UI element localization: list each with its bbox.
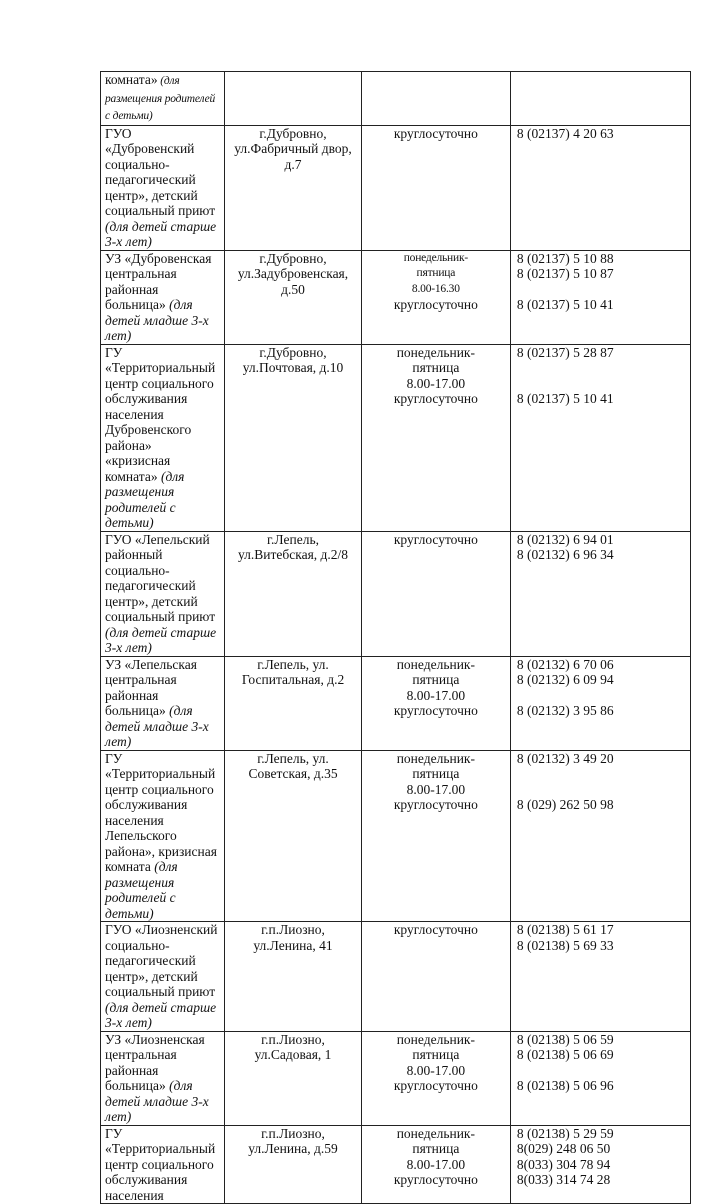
phone-number: 8 (02138) 5 06 59	[516, 1031, 614, 1047]
table-row	[101, 344, 691, 531]
phone-cell	[510, 656, 690, 750]
phone-number: 8 (02132) 6 94 01	[516, 531, 614, 547]
institution-note: (для размещения родителей с детьми)	[105, 859, 178, 921]
phone-number: 8(033) 304 78 94	[516, 1156, 611, 1172]
working-hours-line: круглосуточно	[393, 531, 478, 547]
phone-number: 8(029) 248 06 50	[516, 1141, 611, 1156]
phone-number: 8 (02138) 5 69 33	[516, 937, 614, 953]
working-hours-cell	[361, 922, 510, 1032]
working-hours-cell	[361, 750, 510, 922]
working-hours-line: понедельник-	[396, 1125, 475, 1141]
table-row	[101, 250, 691, 344]
working-hours-line: понедельник-	[396, 656, 475, 672]
working-hours-cell	[361, 250, 510, 344]
phone-number	[517, 282, 686, 298]
phone-number: 8 (02137) 5 10 87	[516, 266, 614, 281]
institution-name: УЗ «Лиозненская центральная районная больница»	[105, 1031, 205, 1093]
institution-name-cell	[101, 72, 225, 126]
table-row	[101, 531, 691, 656]
institution-name-cell	[101, 250, 225, 344]
phone-number: 8 (02137) 5 28 87	[516, 344, 614, 360]
phone-cell	[510, 125, 690, 250]
phone-number: 8 (02137) 5 10 41	[516, 391, 614, 406]
institution-name: ГУ «Территориальный центр социального обслуживания населения	[105, 1125, 216, 1203]
table-body	[101, 72, 691, 1204]
institution-name: УЗ «Лепельская центральная районная больница»	[105, 656, 197, 718]
institution-note: (для детей младше 3-х лет)	[105, 297, 209, 343]
working-hours-line: понедельник-	[396, 1031, 475, 1047]
working-hours-line: круглосуточно	[393, 797, 478, 812]
table-row	[101, 1031, 691, 1125]
institution-name: ГУ «Территориальный центр социального обслуживания населения Лепельского района», кризисная комната	[105, 750, 217, 874]
phone-number: 8 (02138) 5 61 17	[516, 922, 614, 937]
address-cell: г.п.Лиозно, ул.Ленина, д.59	[225, 1125, 362, 1204]
phone-cell	[510, 922, 690, 1032]
working-hours-line: круглосуточно	[393, 1172, 478, 1187]
institution-note: (для детей старше 3-х лет)	[105, 624, 217, 655]
working-hours-line: круглосуточно	[393, 297, 478, 312]
working-hours-cell	[361, 1031, 510, 1125]
institution-name-cell	[101, 1125, 225, 1204]
institution-note: (для детей старше 3-х лет)	[105, 999, 217, 1030]
institution-name: ГУО «Лиозненский социально-педагогический центр», детский социальный приют	[105, 922, 218, 999]
phone-number: 8 (02132) 6 09 94	[516, 672, 614, 687]
institution-name: ГУ «Территориальный центр социального обслуживания населения Дубровенского района» «кризисная комната»	[105, 344, 216, 484]
working-hours-line: 8.00-17.00	[406, 1156, 466, 1172]
table-row	[101, 125, 691, 250]
phone-number: 8 (02138) 5 29 59	[516, 1125, 614, 1141]
working-hours-line: круглосуточно	[393, 125, 478, 141]
working-hours-cell	[361, 1125, 510, 1204]
address-cell	[225, 72, 362, 126]
working-hours-line: 8.00-16.30	[411, 282, 460, 295]
working-hours-line: круглосуточно	[393, 922, 478, 937]
table-row	[101, 922, 691, 1032]
phone-cell	[510, 531, 690, 656]
phone-number: 8(033) 314 74 28	[516, 1172, 611, 1187]
institution-name: комната»	[105, 72, 158, 87]
phone-cell	[510, 250, 690, 344]
working-hours-line: пятница	[412, 360, 460, 375]
phone-number: 8 (02132) 3 49 20	[516, 750, 614, 766]
phone-number: 8 (02138) 5 06 69	[516, 1047, 614, 1062]
table-row	[101, 656, 691, 750]
institution-name-cell	[101, 922, 225, 1032]
institution-name: ГУО «Дубровенский социально-педагогический центр», детский социальный приют	[105, 125, 216, 218]
institution-name-cell	[101, 1031, 225, 1125]
phone-cell	[510, 72, 690, 126]
table-row	[101, 72, 691, 126]
working-hours-cell	[361, 344, 510, 531]
address-cell: г.Дубровно, ул.Почтовая, д.10	[225, 344, 362, 531]
working-hours-line: пятница	[412, 672, 460, 687]
institution-note: (для детей младше 3-х лет)	[105, 1078, 209, 1124]
address-cell: г.п.Лиозно, ул.Ленина, 41	[225, 922, 362, 1032]
working-hours-line: понедельник-	[396, 750, 475, 766]
phone-number	[517, 688, 686, 704]
institution-note: (для размещения родителей с детьми)	[105, 468, 185, 530]
working-hours-line: 8.00-17.00	[406, 687, 466, 703]
working-hours-cell	[361, 125, 510, 250]
phone-number	[517, 766, 686, 782]
working-hours-line: 8.00-17.00	[406, 781, 466, 797]
phone-cell	[510, 1031, 690, 1125]
phone-number: 8 (02132) 6 70 06	[516, 656, 614, 672]
phone-number	[517, 782, 686, 798]
working-hours-line: 8.00-17.00	[406, 375, 466, 391]
working-hours-line: 8.00-17.00	[406, 1062, 466, 1078]
working-hours-line: понедельник-	[396, 344, 475, 360]
phone-number	[517, 1063, 686, 1079]
phone-cell	[510, 750, 690, 922]
phone-number: 8 (02137) 5 10 41	[516, 297, 614, 312]
phone-number: 8 (029) 262 50 98	[516, 797, 614, 812]
working-hours-line: пятница	[412, 766, 460, 781]
institution-name-cell	[101, 656, 225, 750]
working-hours-cell	[361, 72, 510, 126]
phone-number: 8 (02132) 3 95 86	[516, 703, 614, 718]
institutions-table	[100, 71, 691, 1204]
working-hours-cell	[361, 531, 510, 656]
institution-note: (для детей младше 3-х лет)	[105, 703, 209, 749]
phone-number: 8 (02132) 6 96 34	[516, 547, 614, 562]
address-cell: г.Лепель, ул. Советская, д.35	[225, 750, 362, 922]
phone-number: 8 (02137) 5 10 88	[516, 250, 614, 266]
phone-number	[517, 360, 686, 376]
address-cell: г.Лепель, ул.Витебская, д.2/8	[225, 531, 362, 656]
address-cell: г.Лепель, ул. Госпитальная, д.2	[225, 656, 362, 750]
phone-cell	[510, 344, 690, 531]
phone-number: 8 (02137) 4 20 63	[516, 125, 614, 141]
working-hours-line: пятница	[412, 1047, 460, 1062]
institution-name-cell	[101, 750, 225, 922]
working-hours-line: круглосуточно	[393, 703, 478, 718]
working-hours-line: круглосуточно	[393, 391, 478, 406]
institution-note: (для размещения родителей с детьми)	[105, 75, 216, 122]
phone-number	[517, 376, 686, 392]
institution-name: ГУО «Лепельский районный социально-педагогический центр», детский социальный приют	[105, 531, 216, 624]
working-hours-line: пятница	[416, 267, 456, 279]
institution-name: УЗ «Дубровенская центральная районная больница»	[105, 250, 212, 312]
institution-name-cell	[101, 125, 225, 250]
institution-name-cell	[101, 531, 225, 656]
table-row	[101, 1125, 691, 1204]
phone-number: 8 (02138) 5 06 96	[516, 1078, 614, 1093]
address-cell: г.п.Лиозно, ул.Садовая, 1	[225, 1031, 362, 1125]
working-hours-cell	[361, 656, 510, 750]
institution-name-cell	[101, 344, 225, 531]
working-hours-line: круглосуточно	[393, 1078, 478, 1093]
address-cell: г.Дубровно, ул.Задубровенская, д.50	[225, 250, 362, 344]
working-hours-line: пятница	[412, 1141, 460, 1156]
address-cell: г.Дубровно, ул.Фабричный двор, д.7	[225, 125, 362, 250]
phone-cell	[510, 1125, 690, 1204]
institution-note: (для детей старше 3-х лет)	[105, 218, 217, 249]
table-row	[101, 750, 691, 922]
working-hours-line: понедельник-	[403, 251, 468, 264]
